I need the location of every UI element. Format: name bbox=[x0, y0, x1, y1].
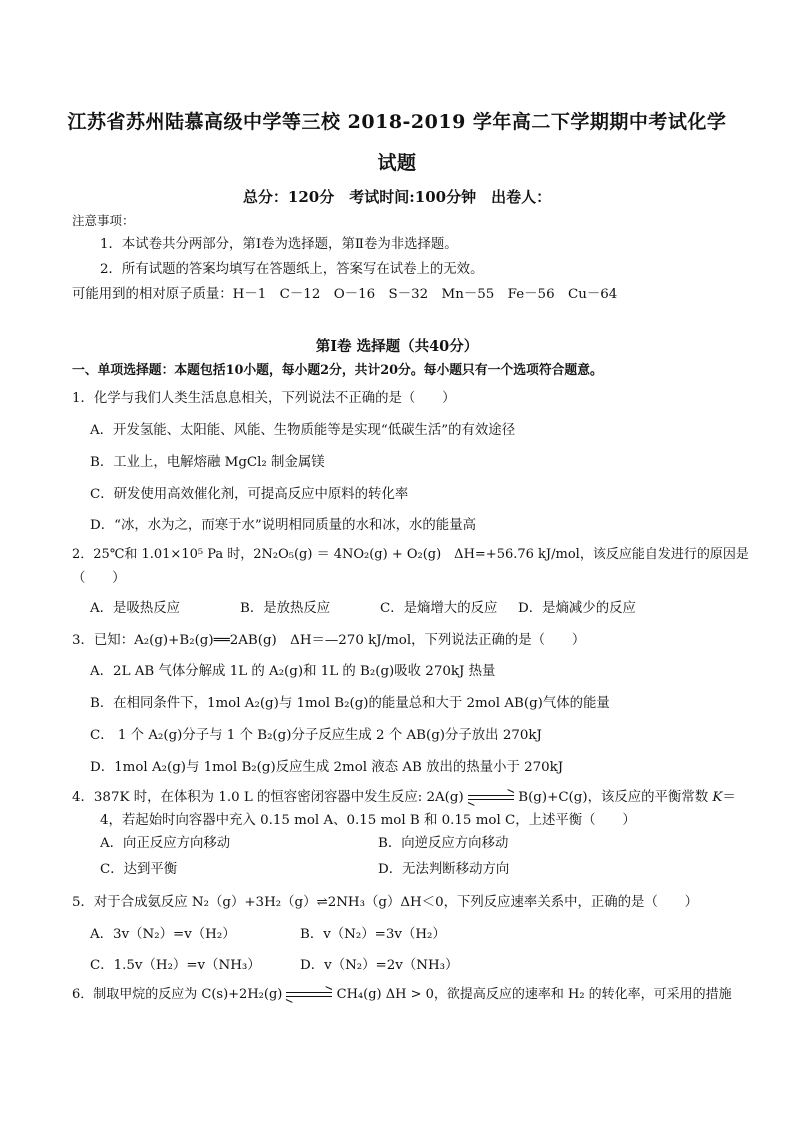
question-4-option-d: D．无法判断移动方向 bbox=[378, 862, 510, 877]
equilibrium-arrow-icon bbox=[286, 990, 332, 1000]
question-2-option-d: D．是熵减少的反应 bbox=[518, 601, 636, 616]
equilibrium-arrow-icon bbox=[468, 793, 514, 803]
question-6-stem-part-a: 6．制取甲烷的反应为 C(s)+2H₂(g) bbox=[72, 987, 283, 1002]
notes-heading: 注意事项： bbox=[72, 213, 135, 228]
question-5-option-b: B．v（N₂）=3v（H₂） bbox=[300, 927, 446, 942]
question-4-option-a: A．向正反应方向移动 bbox=[100, 836, 231, 851]
exam-subtitle: 总分：120分 考试时间:100分钟 出卷人： bbox=[242, 188, 552, 206]
question-4-k-symbol: K bbox=[712, 790, 723, 805]
question-3-option-d: D．1mol A₂(g)与 1mol B₂(g)反应生成 2mol 液态 AB 放出的热量小于 270kJ bbox=[90, 760, 564, 775]
question-1-stem: 1．化学与我们人类生活息息相关，下列说法不正确的是（ ） bbox=[72, 391, 456, 406]
question-1-option-a: A．开发氢能、太阳能、风能、生物质能等是实现“低碳生活”的有效途径 bbox=[90, 423, 516, 438]
question-1-option-d: D．“冰，水为之，而寒于水”说明相同质量的水和冰，水的能量高 bbox=[90, 518, 476, 533]
exam-title-line2: 试题 bbox=[377, 152, 417, 174]
exam-title-line1: 江苏省苏州陆慕高级中学等三校 2018-2019 学年高二下学期期中考试化学 bbox=[67, 111, 727, 133]
question-2-option-b: B．是放热反应 bbox=[240, 601, 331, 616]
section-instruction: 一、单项选择题：本题包括10小题，每小题2分，共计20分。每小题只有一个选项符合题意。 bbox=[72, 363, 603, 378]
section-title: 第Ⅰ卷 选择题（共40分） bbox=[315, 338, 479, 355]
question-4-stem-line2: 4，若起始时向容器中充入 0.15 mol A、0.15 mol B 和 0.15 mol C，上述平衡（ ） bbox=[100, 813, 636, 828]
question-3-option-a: A．2L AB 气体分解成 1L 的 A₂(g)和 1L 的 B₂(g)吸收 270kJ 热量 bbox=[90, 664, 496, 679]
atomic-masses: 可能用到的相对原子质量：H－1 C－12 O－16 S－32 Mn－55 Fe－56 Cu－64 bbox=[72, 287, 618, 302]
question-4-stem-part-b: B(g)+C(g)，该反应的平衡常数 bbox=[518, 790, 709, 805]
question-5-stem: 5．对于合成氨反应 N₂（g）+3H₂（g）⇌2NH₃（g）ΔH＜0，下列反应速率关系中，正确的是（ ） bbox=[72, 895, 699, 910]
question-4-stem bbox=[72, 789, 736, 807]
note-item: 2．所有试题的答案均填写在答题纸上，答案写在试卷上的无效。 bbox=[100, 262, 484, 277]
question-5-option-c: C．1.5v（H₂）=v（NH₃） bbox=[90, 958, 261, 973]
question-2-option-a: A．是吸热反应 bbox=[90, 601, 181, 616]
question-3-stem: 3．已知：A₂(g)+B₂(g)══2AB(g) ΔH＝—270 kJ/mol，下列说法正确的是（ ） bbox=[72, 633, 586, 648]
question-4-stem-part-a: 4．387K 时，在体积为 1.0 L 的恒容密闭容器中发生反应: 2A(g) bbox=[72, 790, 464, 805]
question-2-option-c: C．是熵增大的反应 bbox=[380, 601, 498, 616]
question-2-stem: 2．25℃和 1.01×10⁵ Pa 时，2N₂O₅(g) ＝ 4NO₂(g) + O₂(g) ΔH=+56.76 kJ/mol，该反应能自发进行的原因是 bbox=[72, 547, 749, 562]
question-1-option-b: B．工业上，电解熔融 MgCl₂ 制金属镁 bbox=[90, 455, 325, 470]
question-5-option-a: A．3v（N₂）=v（H₂） bbox=[90, 927, 236, 942]
question-1-option-c: C．研发使用高效催化剂，可提高反应中原料的转化率 bbox=[90, 487, 409, 502]
question-4-option-c: C．达到平衡 bbox=[100, 862, 178, 877]
question-2-stem-cont: （ ） bbox=[72, 571, 126, 586]
note-item: 1．本试卷共分两部分，第Ⅰ卷为选择题，第Ⅱ卷为非选择题。 bbox=[100, 237, 458, 252]
question-6-stem bbox=[72, 986, 732, 1004]
question-3-option-b: B．在相同条件下，1mol A₂(g)与 1mol B₂(g)的能量总和大于 2mol AB(g)气体的能量 bbox=[90, 696, 610, 711]
question-3-option-c: C． 1 个 A₂(g)分子与 1 个 B₂(g)分子反应生成 2 个 AB(g)分子放出 270kJ bbox=[90, 728, 542, 743]
question-4-option-b: B．向逆反应方向移动 bbox=[378, 836, 509, 851]
question-4-stem-part-c: ＝ bbox=[722, 790, 736, 805]
question-6-stem-part-b: CH₄(g) ΔH > 0，欲提高反应的速率和 H₂ 的转化率，可采用的措施 bbox=[336, 987, 732, 1002]
question-5-option-d: D．v（N₂）=2v（NH₃） bbox=[300, 958, 459, 973]
